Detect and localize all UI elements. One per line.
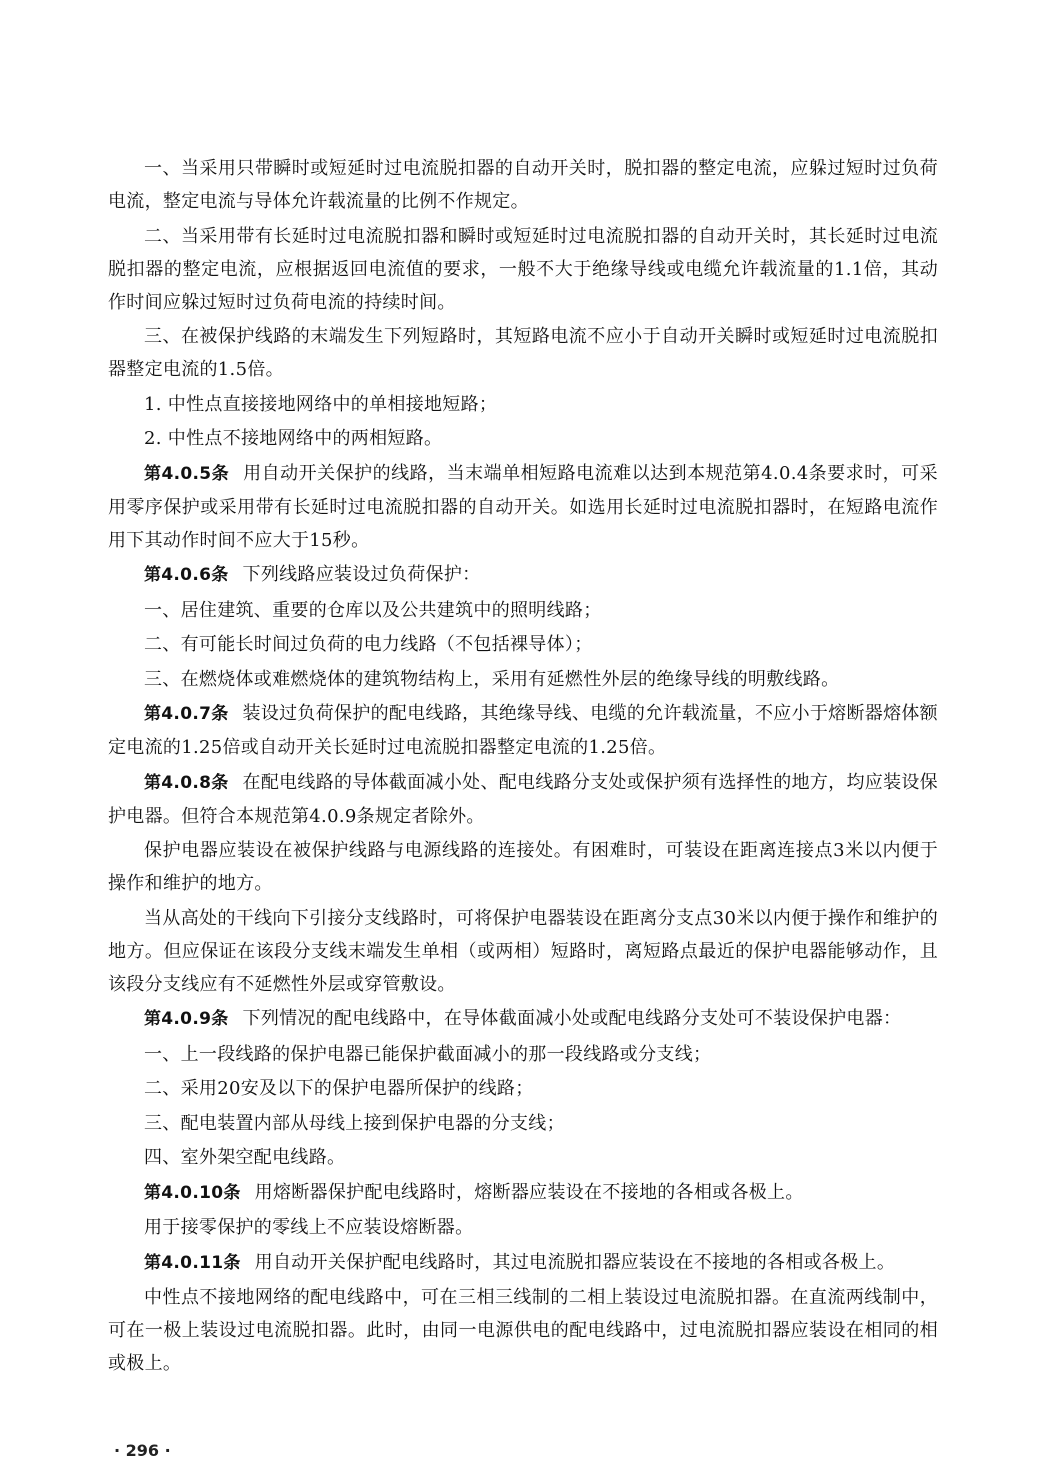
list-item: 三、在燃烧体或难燃烧体的建筑物结构上，采用有延燃性外层的绝缘导线的明敷线路。 [144, 668, 840, 690]
article-4-0-9: 第4.0.9条 下列情况的配电线路中，在导体截面减小处或配电线路分支处可不装设保护电器： [144, 1008, 902, 1029]
paragraph-2: 二、当采用带有长延时过电流脱扣器和瞬时或短延时过电流脱扣器的自动开关时，其长延时过电流脱扣器的整定电流，应根据返回电流值的要求，一般不大于绝缘导线或电缆允许载流量的1.1倍，其动作时间应躲过短时过负荷电流的持续时间。 [108, 225, 938, 313]
article-4-0-5: 第4.0.5条 用自动开关保护的线路，当末端单相短路电流难以达到本规范第4.0.4条要求时，可采用零序保护或采用带有长延时过电流脱扣器的自动开关。如选用长延时过电流脱扣器时，在短路电流作用下其动作时间不应大于15秒。 [108, 462, 938, 551]
article-4-0-7: 第4.0.7条 装设过负荷保护的配电线路，其绝缘导线、电缆的允许载流量，不应小于熔断器熔体额定电流的1.25倍或自动开关长延时过电流脱扣器整定电流的1.25倍。 [108, 703, 938, 758]
paragraph: 当从高处的干线向下引接分支线路时，可将保护电器装设在距离分支点30米以内便于操作和维护的地方。但应保证在该段分支线末端发生单相（或两相）短路时，离短路点最近的保护电器能够动作，且该段分支线应有不延燃性外层或穿管敷设。 [108, 907, 938, 995]
article-number: 第4.0.9条 [144, 1009, 229, 1029]
paragraph-1: 一、当采用只带瞬时或短延时过电流脱扣器的自动开关时，脱扣器的整定电流，应躲过短时过负荷电流，整定电流与导体允许载流量的比例不作规定。 [108, 158, 938, 212]
article-4-0-10: 第4.0.10条 用熔断器保护配电线路时，熔断器应装设在不接地的各相或各极上。 [144, 1181, 804, 1203]
page-number: · 296 · [114, 1441, 171, 1460]
document-body [108, 152, 938, 1382]
paragraph: 中性点不接地网络的配电线路中，可在三相三线制的二相上装设过电流脱扣器。在直流两线制中，可在一极上装设过电流脱扣器。此时，由同一电源供电的配电线路中，过电流脱扣器应装设在相同的相或极上。 [108, 1287, 938, 1374]
article-4-0-8: 第4.0.8条 在配电线路的导体截面减小处、配电线路分支处或保护须有选择性的地方，均应装设保护电器。但符合本规范第4.0.9条规定者除外。 [108, 771, 938, 827]
paragraph: 保护电器应装设在被保护线路与电源线路的连接处。有困难时，可装设在距离连接点3米以内便于操作和维护的地方。 [108, 840, 938, 894]
list-item: 一、上一段线路的保护电器已能保护截面减小的那一段线路或分支线； [144, 1043, 712, 1065]
article-number: 第4.0.10条 [144, 1182, 241, 1203]
list-item: 三、配电装置内部从母线上接到保护电器的分支线； [144, 1112, 565, 1134]
article-number: 第4.0.6条 [144, 565, 229, 585]
article-4-0-11: 第4.0.11条 用自动开关保护配电线路时，其过电流脱扣器应装设在不接地的各相或各极上。 [144, 1251, 896, 1273]
list-item: 二、有可能长时间过负荷的电力线路（不包括裸导体）； [144, 634, 593, 655]
paragraph-3: 三、在被保护线路的末端发生下列短路时，其短路电流不应小于自动开关瞬时或短延时过电流脱扣器整定电流的1.5倍。 [108, 326, 938, 380]
article-number: 第4.0.5条 [144, 463, 230, 484]
list-item: 1. 中性点直接接地网络中的单相接地短路； [144, 393, 498, 415]
article-number: 第4.0.11条 [144, 1252, 241, 1273]
article-4-0-6: 第4.0.6条 下列线路应装设过负荷保护： [144, 564, 481, 585]
paragraph: 用于接零保护的零线上不应装设熔断器。 [144, 1217, 474, 1238]
list-item: 一、居住建筑、重要的仓库以及公共建筑中的照明线路； [144, 599, 602, 621]
article-number: 第4.0.7条 [144, 704, 229, 724]
list-item: 四、室外架空配电线路。 [144, 1147, 346, 1168]
list-item: 二、采用20安及以下的保护电器所保护的线路； [144, 1078, 534, 1099]
article-number: 第4.0.8条 [144, 772, 229, 793]
list-item: 2. 中性点不接地网络中的两相短路。 [144, 428, 443, 449]
